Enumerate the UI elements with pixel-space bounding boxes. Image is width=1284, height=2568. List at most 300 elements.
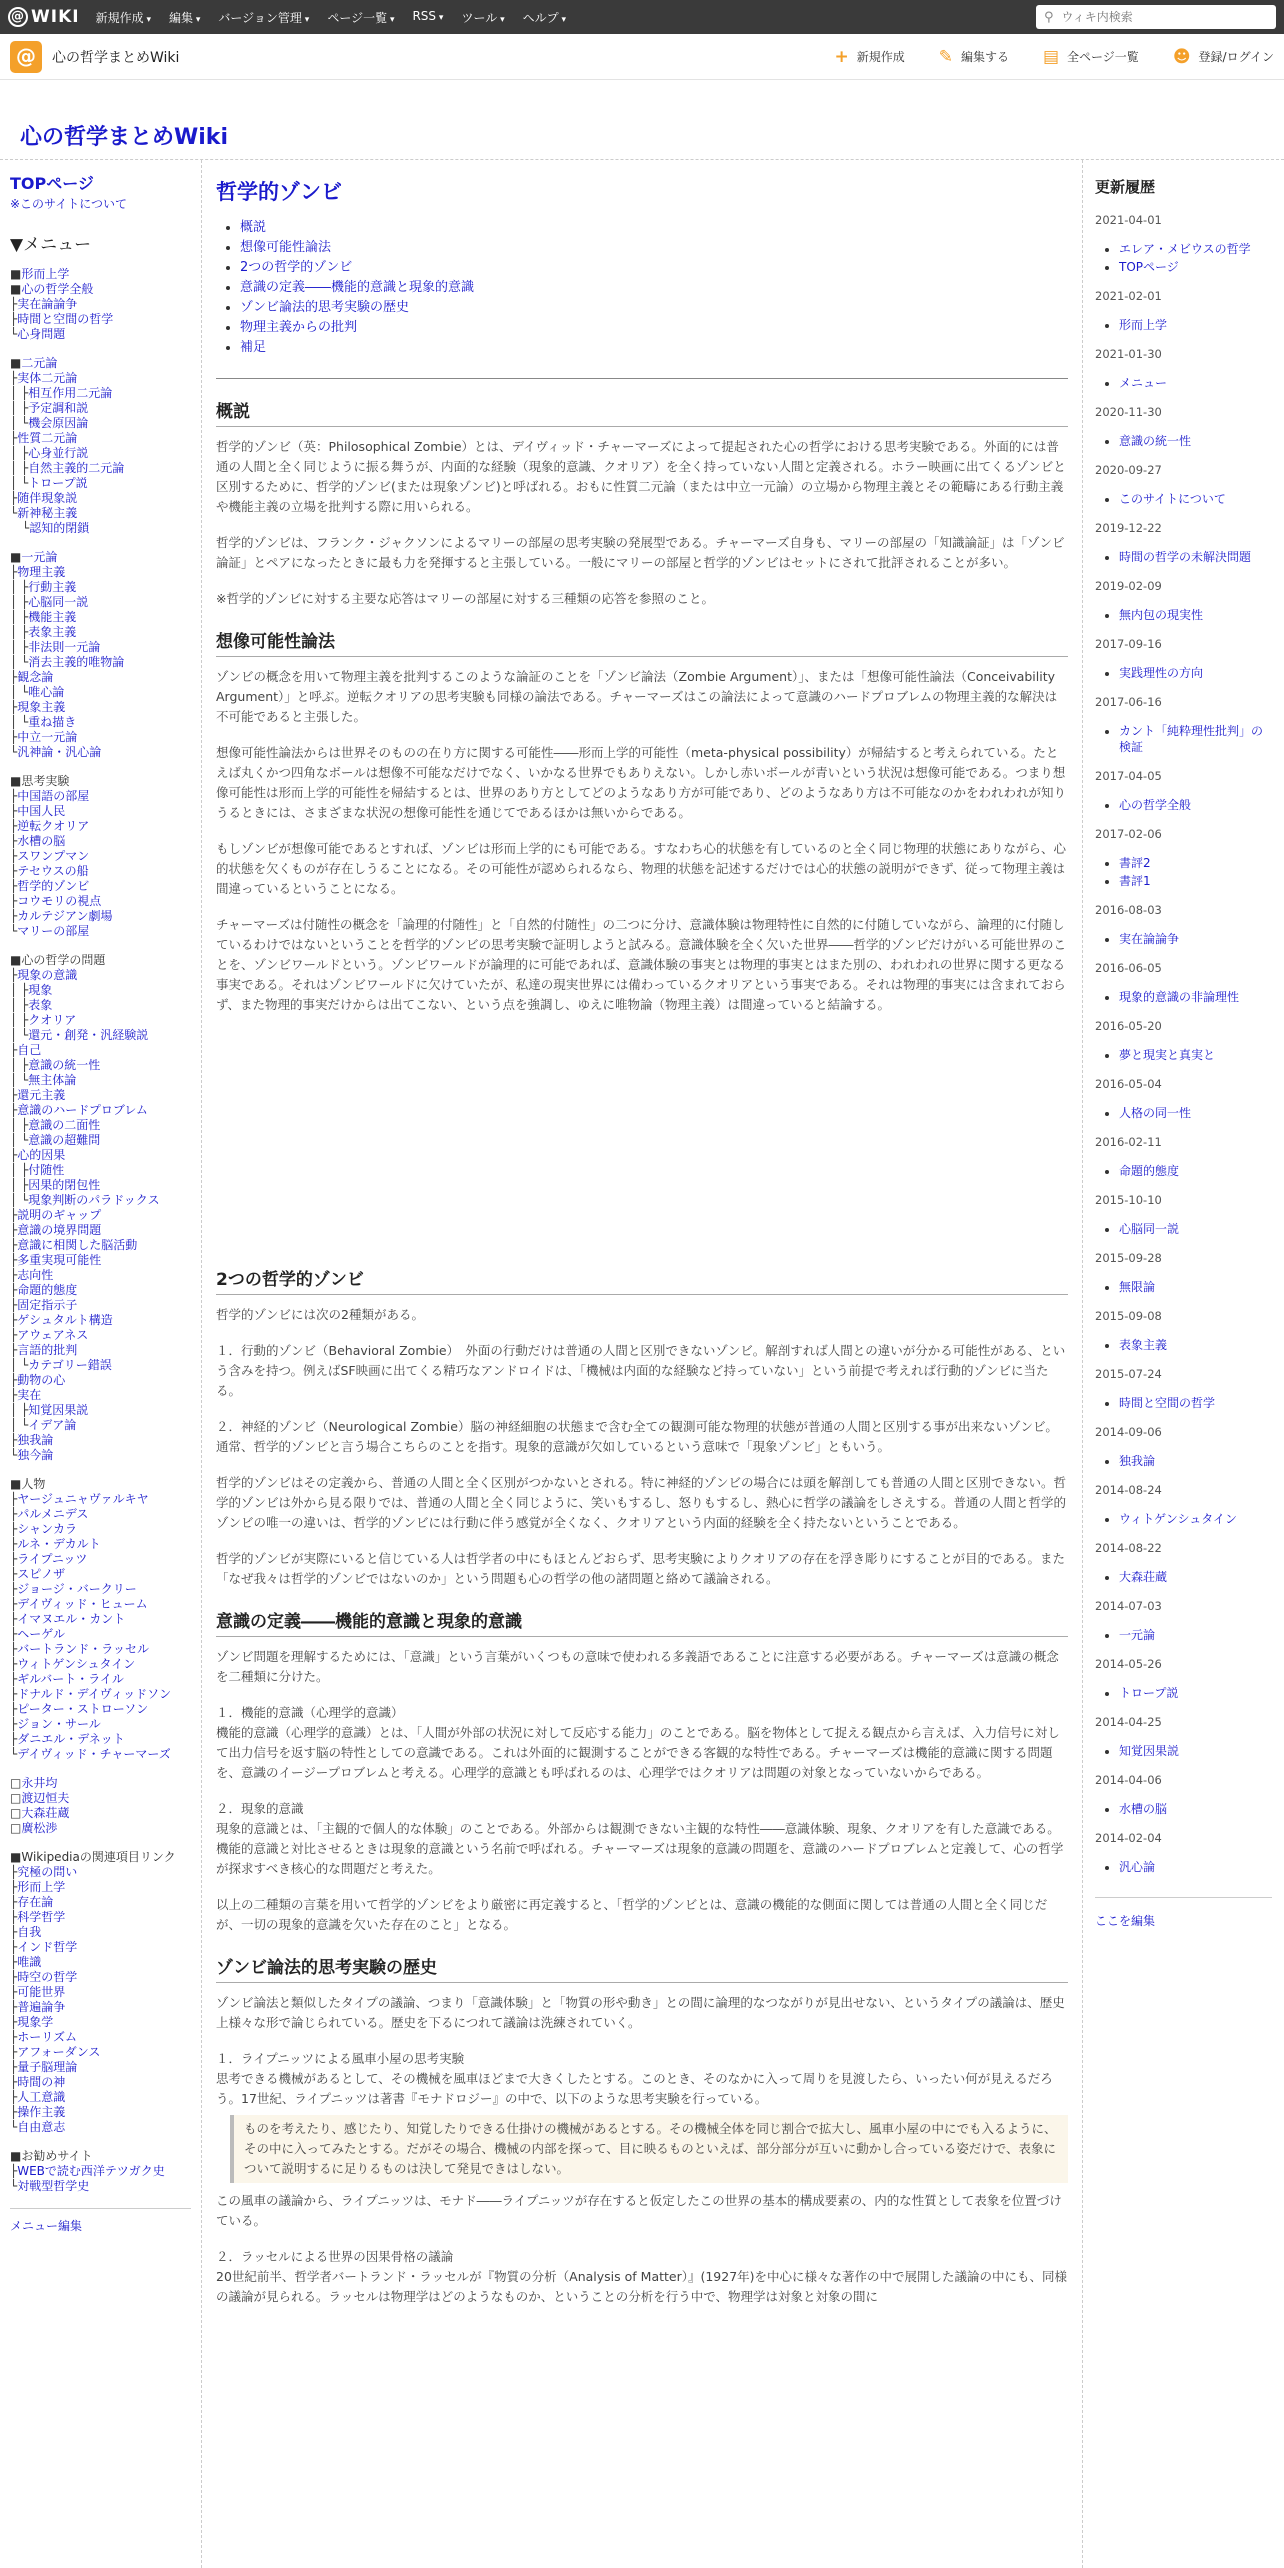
- update-item: [1119, 433, 1272, 449]
- site-title[interactable]: 心の哲学まとめWiki: [20, 125, 228, 150]
- sidebar-menu-item[interactable]: 実体二元論: [17, 371, 78, 385]
- update-items: [1107, 1743, 1272, 1759]
- sidebar-menu-item[interactable]: 表象: [28, 998, 53, 1012]
- wiki-logo[interactable]: @ WIKI: [8, 7, 80, 27]
- update-item: [1119, 1743, 1272, 1759]
- tree-branch: ■: [10, 1477, 22, 1491]
- sidebar-menu-item[interactable]: 自己: [17, 1043, 42, 1057]
- menu-group: [10, 1477, 191, 1762]
- update-item: [1119, 1279, 1272, 1295]
- sidebar-menu-item[interactable]: クオリア: [28, 1013, 77, 1027]
- sidebar-menu-item[interactable]: ヤージュニャヴァルキヤ: [17, 1492, 149, 1506]
- table-of-contents: [240, 218, 1068, 358]
- sidebar-menu-item[interactable]: 現象主義: [17, 700, 66, 714]
- tree-branch: ├: [10, 2000, 18, 2014]
- sidebar-menu-item[interactable]: 時間の神: [17, 2075, 66, 2089]
- update-link[interactable]: 無内包の現実性: [1119, 608, 1204, 622]
- tree-branch: └: [10, 506, 18, 520]
- toc-link[interactable]: 2つの哲学的ゾンビ: [240, 260, 353, 275]
- update-link[interactable]: 現象的意識の非論理性: [1119, 990, 1240, 1004]
- sidebar-menu-item[interactable]: 相互作用二元論: [28, 386, 113, 400]
- update-item: [1119, 855, 1272, 871]
- sidebar-menu-item[interactable]: 人工意識: [17, 2090, 66, 2104]
- update-link[interactable]: 一元論: [1119, 1628, 1156, 1642]
- update-items: [1107, 1337, 1272, 1353]
- update-link[interactable]: 意識の統一性: [1119, 434, 1192, 448]
- update-date: 2014-05-26: [1095, 1657, 1162, 1671]
- tree-branch: │ ├: [10, 1163, 29, 1177]
- toc-link[interactable]: ゾンビ論法的思考実験の歴史: [240, 300, 410, 315]
- sidebar-menu-item[interactable]: 自由意志: [17, 2120, 66, 2134]
- tree-branch: ■: [10, 267, 22, 281]
- sidebar-menu-item[interactable]: 随伴現象説: [17, 491, 78, 505]
- update-date: 2016-05-04: [1095, 1077, 1162, 1091]
- sidebar-menu-item[interactable]: 意識のハードプロブレム: [17, 1103, 148, 1117]
- toc-link[interactable]: 概説: [240, 220, 267, 235]
- sidebar-menu-item[interactable]: 自我: [17, 1925, 42, 1939]
- update-link[interactable]: 実践理性の方向: [1119, 666, 1204, 680]
- toc-link[interactable]: 補足: [240, 340, 267, 355]
- top-page-link[interactable]: TOPページ: [10, 174, 94, 193]
- update-link[interactable]: トロープ説: [1119, 1686, 1179, 1700]
- update-date: 2020-09-27: [1095, 463, 1162, 477]
- update-item: [1119, 1221, 1272, 1237]
- sidebar-menu-item[interactable]: 廣松渉: [21, 1821, 58, 1835]
- paragraph: ２．ラッセルによる世界の因果骨格の議論 20世紀前半、哲学者バートランド・ラッセルが『物質の分析（Analysis of Matter）』(1927年)を中心に様々な著作の中で展開した議論の中にも、同様の議論が見られる。ラッセルは物理学はどのようなものか、ということの分析を行う中で、物理学は対象と対象の間に: [216, 2249, 1068, 2304]
- sidebar-menu-item[interactable]: デイヴィッド・チャーマーズ: [17, 1747, 171, 1761]
- update-link[interactable]: 形而上学: [1119, 318, 1168, 332]
- sidebar-menu-item[interactable]: 自然主義的二元論: [28, 461, 125, 475]
- tree-branch: └: [10, 2179, 18, 2193]
- tree-branch: ■: [10, 953, 22, 967]
- sidebar-menu-item[interactable]: 中国語の部屋: [17, 789, 90, 803]
- update-item: [1119, 1511, 1272, 1527]
- toc-link[interactable]: 想像可能性論法: [240, 240, 332, 255]
- sidebar-menu-item[interactable]: 唯識: [17, 1955, 42, 1969]
- sidebar-menu-item[interactable]: トロープ説: [28, 476, 88, 490]
- update-link[interactable]: 書評1: [1119, 874, 1151, 888]
- sidebar-menu-item[interactable]: 表象主義: [28, 625, 77, 639]
- sidebar-menu-item: 人物: [21, 1477, 46, 1491]
- sidebar-menu-item[interactable]: ダニエル・デネット: [17, 1732, 125, 1746]
- update-items: [1107, 375, 1272, 391]
- update-item: [1119, 1395, 1272, 1411]
- global-menu: [96, 9, 566, 26]
- tree-branch: ├: [10, 1433, 18, 1447]
- tree-branch: ├: [10, 1103, 18, 1117]
- update-items: [1107, 1221, 1272, 1237]
- sidebar-menu-item[interactable]: カテゴリー錯誤: [28, 1358, 112, 1372]
- tree-branch: ├: [10, 1373, 18, 1387]
- tree-branch: ├: [10, 1522, 18, 1536]
- sidebar-menu-item[interactable]: 重ね描き: [28, 715, 77, 729]
- update-link[interactable]: 心の哲学全般: [1119, 798, 1192, 812]
- update-items: [1107, 549, 1272, 565]
- update-link[interactable]: エレア・メビウスの哲学: [1119, 242, 1251, 256]
- sidebar-menu-item[interactable]: 行動主義: [28, 580, 77, 594]
- pencil-icon: ✎: [938, 46, 953, 67]
- sidebar-menu-item[interactable]: 実在: [17, 1388, 42, 1402]
- tree-branch: │ └: [10, 1028, 29, 1042]
- sidebar-menu-item[interactable]: ピーター・ストローソン: [17, 1702, 149, 1716]
- update-date: 2017-09-16: [1095, 637, 1162, 651]
- sidebar-menu-item[interactable]: 説明のギャップ: [17, 1208, 102, 1222]
- global-menu-item[interactable]: ツール ▾: [461, 9, 504, 26]
- toc-link[interactable]: 物理主義からの批判: [240, 320, 358, 335]
- tree-branch: ├: [10, 1985, 18, 1999]
- sidebar-menu-item[interactable]: 心身並行説: [28, 446, 89, 460]
- tree-branch: │ ├: [10, 446, 29, 460]
- sidebar-menu-item[interactable]: 存在論: [17, 1895, 54, 1909]
- sidebar-menu-item[interactable]: 性質二元論: [17, 431, 78, 445]
- sidebar-menu-item[interactable]: 時空の哲学: [17, 1970, 78, 1984]
- tree-branch: │ └: [10, 685, 29, 699]
- tree-branch: ├: [10, 1940, 18, 1954]
- sidebar-menu-item[interactable]: ウィトゲンシュタイン: [17, 1657, 136, 1671]
- global-menu-item[interactable]: ページ一覧 ▾: [327, 9, 394, 26]
- sidebar-menu-item[interactable]: 意識の統一性: [28, 1058, 101, 1072]
- update-link[interactable]: メニュー: [1119, 376, 1168, 390]
- paragraph: もしゾンビが想像可能であるとすれば、ゾンビは形而上学的にも可能である。すなわち心的状態を有しているのと全く同じ物理的状態にありながら、心的状態を欠くものが存在しうることになる。その可能性が認められるなら、物理的状態を記述するだけでは心的状態の説明ができず、従って物理主義は間違っているということになる。: [216, 841, 1067, 896]
- sidebar-menu-item[interactable]: 普遍論争: [17, 2000, 66, 2014]
- update-item: [1119, 317, 1272, 333]
- tree-branch: ├: [10, 371, 18, 385]
- menu-edit-link[interactable]: メニュー編集: [10, 2208, 191, 2234]
- sidebar-menu-item[interactable]: バートランド・ラッセル: [17, 1642, 149, 1656]
- toc-link[interactable]: 意識の定義――機能的意識と現象的意識: [240, 280, 475, 295]
- sidebar-menu-item[interactable]: ライプニッツ: [17, 1552, 88, 1566]
- global-menu-item[interactable]: 編集 ▾: [169, 9, 200, 26]
- tree-branch: ├: [10, 297, 18, 311]
- update-link[interactable]: ウィトゲンシュタイン: [1119, 1512, 1238, 1526]
- sidebar-menu-item[interactable]: ゲシュタルト構造: [17, 1313, 113, 1327]
- sidebar-menu-item[interactable]: 言語的批判: [17, 1343, 78, 1357]
- menu-title: ▼メニュー: [10, 235, 92, 255]
- update-history-title: 更新履歴: [1095, 178, 1156, 196]
- section-history-heading: ゾンビ論法的思考実験の歴史: [216, 1953, 1068, 1983]
- tree-branch: ├: [10, 789, 18, 803]
- global-menu-item[interactable]: RSS ▾: [412, 9, 443, 26]
- users-icon: ☻: [1172, 46, 1191, 67]
- sidebar-menu-item[interactable]: 独今論: [17, 1448, 54, 1462]
- tree-branch: │ └: [10, 1418, 29, 1432]
- sidebar-menu-item[interactable]: 因果的閉包性: [28, 1178, 101, 1192]
- update-item: [1119, 1859, 1272, 1875]
- update-item: [1119, 665, 1272, 681]
- update-link[interactable]: 命題的態度: [1119, 1164, 1180, 1178]
- sidebar-menu-item[interactable]: 大森荘蔵: [21, 1806, 70, 1820]
- sidebar-menu-item[interactable]: 水槽の脳: [17, 834, 66, 848]
- update-link[interactable]: TOPページ: [1119, 260, 1179, 274]
- sidebar-menu-item[interactable]: 中立一元論: [17, 730, 78, 744]
- update-link[interactable]: 時間の哲学の未解決問題: [1119, 550, 1252, 564]
- tree-branch: ├: [10, 565, 18, 579]
- sidebar-menu-item[interactable]: ヘーゲル: [17, 1627, 65, 1641]
- tree-branch: └: [10, 327, 18, 341]
- tree-branch: ├: [10, 879, 18, 893]
- update-link[interactable]: 人格の同一性: [1119, 1106, 1192, 1120]
- new-page-button[interactable]: + 新規作成: [834, 46, 905, 67]
- sidebar-menu-item[interactable]: 意識の超難問: [28, 1133, 101, 1147]
- sidebar-menu-item[interactable]: 可能世界: [17, 1985, 66, 1999]
- update-date: 2014-07-03: [1095, 1599, 1162, 1613]
- sidebar-menu-item[interactable]: ルネ・デカルト: [17, 1537, 101, 1551]
- tree-branch: ├: [10, 1313, 18, 1327]
- sidebar-menu-item[interactable]: 哲学的ゾンビ: [17, 879, 90, 893]
- wiki-search-box[interactable]: [1036, 5, 1276, 29]
- sidebar-menu-item[interactable]: 現象判断のパラドックス: [28, 1193, 160, 1207]
- sidebar-menu-item[interactable]: カルテジアン劇場: [17, 909, 113, 923]
- paragraph: 哲学的ゾンビは、フランク・ジャクソンによるマリーの部屋の思考実験の発展型である。チャーマーズ自身も、マリーの部屋の「知識論証」は「ゾンビ論証」とペアになったときに最も力を発揮すると主張している。一般にマリーの部屋と哲学的ゾンビはセットにされて批評されることが多い。: [216, 535, 1065, 570]
- update-date: 2016-02-11: [1095, 1135, 1162, 1149]
- update-date: 2017-06-16: [1095, 695, 1162, 709]
- sidebar-menu-item[interactable]: 固定指示子: [17, 1298, 78, 1312]
- update-link[interactable]: 水槽の脳: [1119, 1802, 1168, 1816]
- sidebar-menu-item[interactable]: 実在論論争: [17, 297, 78, 311]
- sidebar-menu-item[interactable]: 究極の問い: [17, 1865, 78, 1879]
- tree-branch: ├: [10, 1552, 18, 1566]
- tree-branch: └: [10, 2120, 18, 2134]
- tree-branch: │ ├: [10, 386, 29, 400]
- sidebar-menu-item[interactable]: アウェアネス: [17, 1328, 89, 1342]
- tree-branch: ├: [10, 1895, 18, 1909]
- sidebar-menu-item[interactable]: コウモリの視点: [17, 894, 102, 908]
- sidebar-menu-item[interactable]: 志向性: [17, 1268, 54, 1282]
- tree-branch: □: [10, 1791, 22, 1805]
- sidebar-menu-item[interactable]: 現象: [28, 983, 53, 997]
- tree-branch: ├: [10, 1208, 18, 1222]
- sidebar-menu-item[interactable]: 意識の二面性: [28, 1118, 101, 1132]
- update-item: [1119, 241, 1272, 257]
- tree-branch: ■: [10, 550, 22, 564]
- sidebar-menu-item[interactable]: 心身問題: [17, 327, 66, 341]
- sidebar-menu-item[interactable]: 形而上学: [17, 1880, 66, 1894]
- sidebar-menu-item[interactable]: 心脳同一説: [28, 595, 89, 609]
- update-history-list: [1095, 213, 1272, 1875]
- sidebar-menu-item[interactable]: 多重実現可能性: [17, 1253, 102, 1267]
- global-menu-item[interactable]: 新規作成 ▾: [96, 9, 151, 26]
- sidebar-menu-item[interactable]: 機能主義: [28, 610, 77, 624]
- sidebar-menu-item[interactable]: 心の哲学全般: [21, 282, 94, 296]
- tree-branch: ├: [10, 2075, 18, 2089]
- sidebar-menu-item[interactable]: 命題的態度: [17, 1283, 78, 1297]
- update-link[interactable]: 無限論: [1119, 1280, 1156, 1294]
- update-link[interactable]: 汎心論: [1119, 1860, 1156, 1874]
- update-link[interactable]: カント「純粋理性批判」の検証: [1119, 724, 1264, 754]
- paragraph: １．行動的ゾンビ（Behavioral Zombie） 外面の行動だけは普通の人間と区別できないゾンビ。解剖すれば人間との違いが分かる可能性がある、という含みを持つ。例えばSF映画に出てくる精巧なアンドロイドは、「機械は内面的な経験など持っていない」という前提で考えれば行動的ゾンビに当たる。: [216, 1343, 1066, 1398]
- sidebar-menu-item[interactable]: 一元論: [21, 550, 58, 564]
- sidebar-menu-item[interactable]: 観念論: [17, 670, 54, 684]
- update-items: [1107, 1047, 1272, 1063]
- sidebar-menu-item[interactable]: 現象学: [17, 2015, 54, 2029]
- tree-branch: ├: [10, 1268, 18, 1282]
- sidebar-menu-item[interactable]: 無主体論: [28, 1073, 77, 1087]
- all-pages-button[interactable]: ▤ 全ページ一覧: [1042, 46, 1139, 67]
- tree-branch: ├: [10, 1223, 18, 1237]
- update-date: 2014-04-25: [1095, 1715, 1162, 1729]
- tree-branch: □: [10, 1776, 22, 1790]
- sidebar-menu-item[interactable]: 中国人民: [17, 804, 66, 818]
- menu-group: [10, 1776, 191, 1836]
- tree-branch: │ ├: [10, 625, 29, 639]
- tree-branch: ├: [10, 1732, 18, 1746]
- toc-item: [240, 218, 1068, 238]
- tree-branch: ├: [10, 1865, 18, 1879]
- tree-branch: ├: [10, 1088, 18, 1102]
- update-items: [1107, 723, 1272, 755]
- sidebar-menu-item[interactable]: 独我論: [17, 1433, 54, 1447]
- about-link[interactable]: ※このサイトについて: [10, 197, 127, 211]
- sidebar-menu-item[interactable]: スピノザ: [17, 1567, 66, 1581]
- update-items: [1107, 1859, 1272, 1875]
- update-link[interactable]: 実在論論争: [1119, 932, 1180, 946]
- tree-branch: │ ├: [10, 580, 29, 594]
- update-link[interactable]: 大森荘蔵: [1119, 1570, 1168, 1584]
- sidebar-menu-item[interactable]: ジョージ・バークリー: [17, 1582, 137, 1596]
- sidebar-menu-item[interactable]: 還元・創発・汎経験説: [28, 1028, 149, 1042]
- sidebar-menu-item[interactable]: イデア論: [28, 1418, 77, 1432]
- tree-branch: ├: [10, 1507, 18, 1521]
- sidebar-menu-item[interactable]: 汎神論・汎心論: [17, 745, 102, 759]
- paragraph: 以上の二種類の言葉を用いて哲学的ゾンビをより厳密に再定義すると、「哲学的ゾンビとは、意識の機能的な側面に関しては普通の人間と全く同じだが、一切の現象的意識を欠いた存在のこと」となる。: [216, 1897, 1048, 1932]
- sidebar-menu-item[interactable]: 時間と空間の哲学: [17, 312, 114, 326]
- sidebar-menu-item[interactable]: 心的因果: [17, 1148, 66, 1162]
- tree-branch: □: [10, 1806, 22, 1820]
- paragraph: ２．神経的ゾンビ（Neurological Zombie）脳の神経細胞の状態まで含む全ての観測可能な物理的状態が普通の人間と区別する事が出来ないゾンビ。通常、哲学的ゾンビと言う場合こちらのことを指す。現象的意識が欠如しているという意味で「現象ゾンビ」ともいう。: [216, 1419, 1058, 1454]
- sidebar-menu-item[interactable]: ドナルド・デイヴィッドソン: [17, 1687, 172, 1701]
- sidebar-menu-item[interactable]: 現象の意識: [17, 968, 78, 982]
- paragraph: チャーマーズは付随性の概念を「論理的付随性」と「自然的付随性」の二つに分け、意識体験は物理特性に自然的に付随していながら、論理的に付随しているわけではないということを哲学的ゾンビの思考実験で証明しようと試みる。意識体験を全く欠いた世界――哲学的ゾンビだけがいる可能世界のことを、ゾンビワールドという。ゾンビワールドが論理的に可能であれば、意識体験の事実とは物理的事実とはまた別の、われわれの世界に関する更なる事実である。それはゾンビワールドに欠けていたが、私達の現実世界には備わっているクオリアという事実である。それは物理的事実には含まれておらず、また物理的事実だけからは出てこない、という点を強調し、ゆえに唯物論（物理主義）は間違っていると結論する。: [216, 917, 1067, 1012]
- sidebar-menu-item[interactable]: 対戦型哲学史: [17, 2179, 90, 2193]
- sidebar-menu-item[interactable]: インド哲学: [17, 1940, 78, 1954]
- sidebar-menu-item[interactable]: 唯心論: [28, 685, 65, 699]
- update-link[interactable]: 表象主義: [1119, 1338, 1168, 1352]
- sidebar-menu-item[interactable]: WEBで読む西洋テツガク史: [17, 2164, 165, 2178]
- edit-here-link[interactable]: ここを編集: [1095, 1897, 1272, 1929]
- tree-branch: ├: [10, 849, 18, 863]
- sidebar-menu-item[interactable]: デイヴィッド・ヒューム: [17, 1597, 148, 1611]
- sidebar-menu-item[interactable]: マリーの部屋: [17, 924, 90, 938]
- tree-branch: │ └: [10, 476, 29, 490]
- update-items: [1107, 855, 1272, 889]
- sidebar-menu-item[interactable]: 非法則一元論: [28, 640, 101, 654]
- sidebar-menu-item[interactable]: パルメニデス: [17, 1507, 89, 1521]
- sidebar-menu-item[interactable]: 操作主義: [17, 2105, 66, 2119]
- sidebar-menu-item[interactable]: 意識の境界問題: [17, 1223, 102, 1237]
- update-item: [1119, 607, 1272, 623]
- sidebar-menu-item[interactable]: スワンプマン: [17, 849, 90, 863]
- update-items: [1107, 1627, 1272, 1643]
- sidebar-menu-item[interactable]: 予定調和説: [28, 401, 89, 415]
- sidebar-menu-item[interactable]: イマヌエル・カント: [17, 1612, 126, 1626]
- sidebar-menu-item[interactable]: 認知的閉鎖: [29, 521, 90, 535]
- update-link[interactable]: 心脳同一説: [1119, 1222, 1180, 1236]
- sidebar-menu-item[interactable]: 新神秘主義: [17, 506, 78, 520]
- tree-branch: ├: [10, 1880, 18, 1894]
- sidebar-menu-item[interactable]: 科学哲学: [17, 1910, 66, 1924]
- quote-block: ものを考えたり、感じたり、知覚したりできる仕掛けの機械があるとする。その機械全体を同じ割合で拡大し、風車小屋の中にでも入るように、その中に入ってみたとする。だがその場合、機械の内部を探って、目に映るものといえば、部分部分が互いに動かし合っている姿だけで、表象について説明するに足りるものは決して発見できはしない。: [230, 2115, 1068, 2183]
- menu-group: [10, 356, 191, 536]
- sidebar-menu-item[interactable]: アフォーダンス: [17, 2045, 101, 2059]
- toc-item: [240, 258, 1068, 278]
- update-link[interactable]: 時間と空間の哲学: [1119, 1396, 1216, 1410]
- sidebar-menu-item[interactable]: 形而上学: [21, 267, 70, 281]
- paragraph: 哲学的ゾンビ（英：Philosophical Zombie）とは、デイヴィッド・チャーマーズによって提起された心の哲学における思考実験である。外面的には普通の人間と全く同じように振る舞うが、内面的な経験（現象的意識、クオリア）を全く持っていない人間と定義される。ホラー映画に出てくるゾンビと区別するために、哲学的ゾンビ(または現象ゾンビ)と呼ばれる。おもに性質二元論（または中立一元論）の立場から物理主義とその範疇にある行動主義や機能主義の立場を批判する際に用いられる。: [216, 439, 1066, 514]
- tree-branch: │ └: [10, 715, 29, 729]
- edit-page-button[interactable]: ✎ 編集する: [938, 46, 1009, 67]
- tree-branch: └: [10, 924, 18, 938]
- update-items: [1107, 1395, 1272, 1411]
- sidebar-menu-item[interactable]: ホーリズム: [17, 2030, 77, 2044]
- sidebar-menu-item[interactable]: 機会原因論: [28, 416, 89, 430]
- sidebar-menu-item[interactable]: テセウスの船: [17, 864, 89, 878]
- update-date: 2016-08-03: [1095, 903, 1162, 917]
- sidebar-menu-item[interactable]: 還元主義: [17, 1088, 66, 1102]
- update-link[interactable]: 知覚因果説: [1119, 1744, 1180, 1758]
- update-item: [1119, 989, 1272, 1005]
- update-link[interactable]: 書評2: [1119, 856, 1151, 870]
- tree-branch: │ ├: [10, 983, 29, 997]
- update-item: [1119, 1337, 1272, 1353]
- sidebar-menu-item[interactable]: 二元論: [21, 356, 58, 370]
- sidebar-menu-item[interactable]: 逆転クオリア: [17, 819, 90, 833]
- paragraph: ※哲学的ゾンビに対する主要な応答はマリーの部屋に対する三種類の応答を参照のこと。: [216, 591, 714, 606]
- update-date: 2015-09-28: [1095, 1251, 1162, 1265]
- tree-branch: │ ├: [10, 640, 29, 654]
- tree-branch: ├: [10, 1657, 18, 1671]
- tree-branch: ├: [10, 1238, 18, 1252]
- tree-branch: ├: [10, 730, 18, 744]
- toc-item: [240, 338, 1068, 358]
- sidebar-menu-item[interactable]: 動物の心: [17, 1373, 66, 1387]
- update-date: 2019-12-22: [1095, 521, 1162, 535]
- update-link[interactable]: 独我論: [1119, 1454, 1156, 1468]
- sidebar-menu-item[interactable]: ギルバート・ライル: [17, 1672, 124, 1686]
- tree-branch: │ ├: [10, 998, 29, 1012]
- search-input[interactable]: [1060, 9, 1268, 25]
- sidebar-menu-item[interactable]: 量子脳理論: [17, 2060, 78, 2074]
- site-name[interactable]: 心の哲学まとめWiki: [52, 49, 180, 66]
- sidebar-menu-item[interactable]: 渡辺恒夫: [21, 1791, 70, 1805]
- menu-group: [10, 2149, 191, 2194]
- sidebar-menu-item[interactable]: 永井均: [21, 1776, 58, 1790]
- toc-item: [240, 318, 1068, 338]
- sidebar-menu-item[interactable]: 意識に相関した脳活動: [17, 1238, 138, 1252]
- global-menu-item[interactable]: バージョン管理 ▾: [218, 9, 309, 26]
- sidebar-menu-item: お勧めサイト: [21, 2149, 93, 2163]
- site-icon[interactable]: @: [10, 41, 42, 73]
- sidebar-menu-item[interactable]: 物理主義: [17, 565, 66, 579]
- sidebar-menu-item[interactable]: 付随性: [28, 1163, 65, 1177]
- sidebar-menu-item[interactable]: 知覚因果説: [28, 1403, 89, 1417]
- site-title-bar: [0, 80, 1284, 160]
- search-icon: ⚲: [1044, 9, 1054, 25]
- tree-branch: │ ├: [10, 1013, 29, 1027]
- tree-branch: ■: [10, 356, 22, 370]
- update-items: [1107, 1511, 1272, 1527]
- sidebar-menu-item[interactable]: シャンカラ: [17, 1522, 77, 1536]
- tree-branch: ├: [10, 894, 18, 908]
- login-button[interactable]: ☻ 登録/ログイン: [1172, 46, 1274, 67]
- sidebar-menu-item[interactable]: ジョン・サール: [17, 1717, 101, 1731]
- tree-branch: ├: [10, 1388, 18, 1402]
- paragraph: ２．現象的意識 現象的意識とは、「主観的で個人的な体験」のことである。外部からは観測できない主観的な特性――意識体験、現象、クオリアを有した意識である。機能的意識と対比させるときは現象的意識という名前で呼ばれる。チャーマーズは現象的意識の問題を、意識のハードプロブレムと定義して、心の哲学が探求すべき核心的な問題だと考えた。: [216, 1801, 1064, 1876]
- tree-branch: ├: [10, 1043, 18, 1057]
- update-link[interactable]: 夢と現実と真実と: [1119, 1048, 1216, 1062]
- global-menu-item[interactable]: ヘルプ ▾: [523, 9, 566, 26]
- update-link[interactable]: このサイトについて: [1119, 492, 1226, 506]
- sidebar-menu-item[interactable]: 消去主義的唯物論: [28, 655, 125, 669]
